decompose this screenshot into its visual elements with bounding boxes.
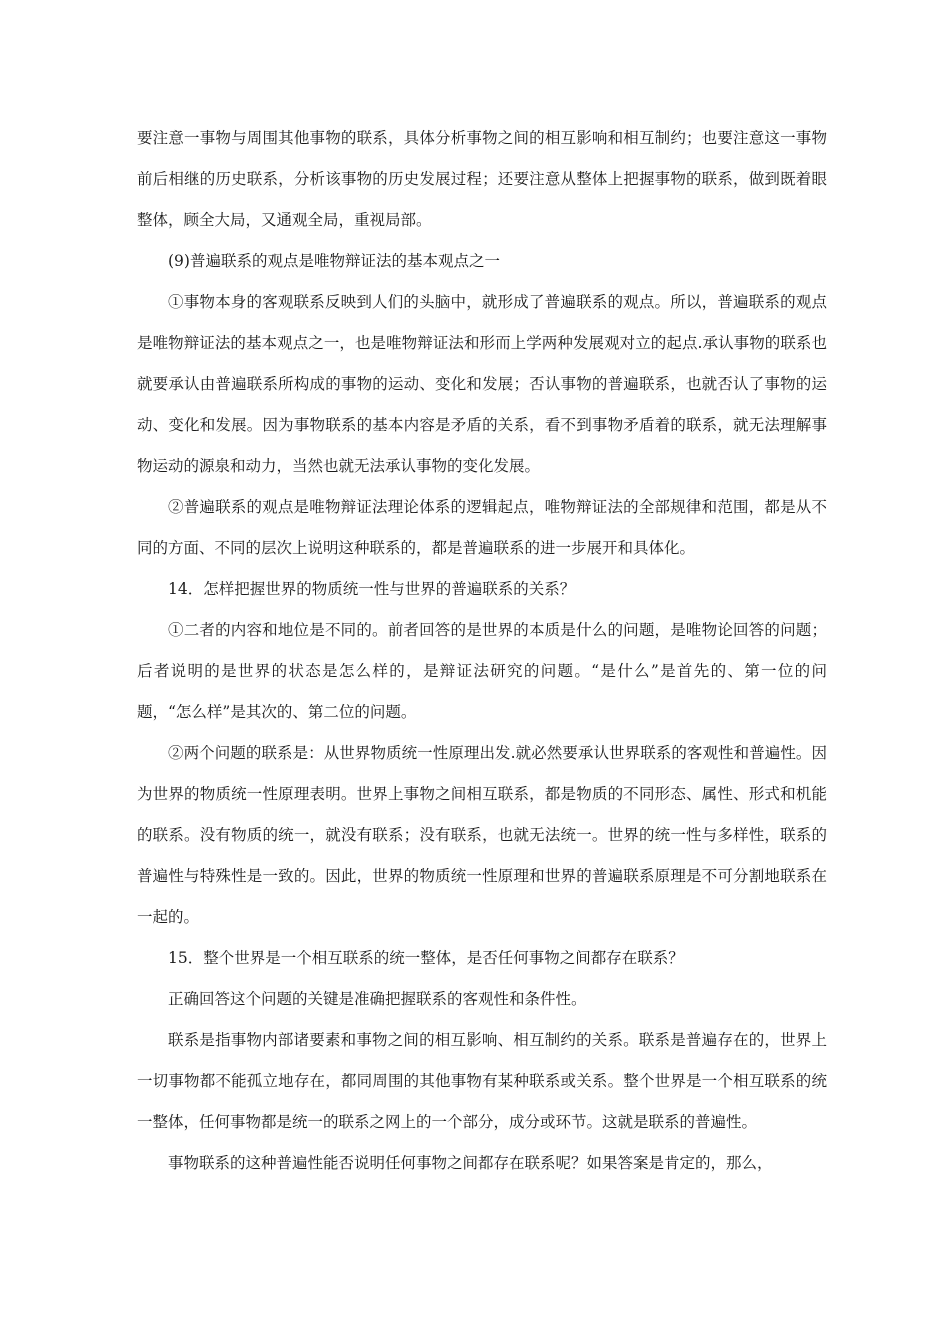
answer-15-question: 事物联系的这种普遍性能否说明任何事物之间都存在联系呢？如果答案是肯定的，那么， bbox=[168, 1154, 773, 1172]
question-15: 15．整个世界是一个相互联系的统一整体，是否任何事物之间都存在联系？ bbox=[168, 949, 684, 967]
answer-14-point-1: ①二者的内容和地位是不同的。前者回答的是世界的本质是什么的问题，是唯物论回答的问题；后者说明的是世界的状态是怎么样的，是辩证法研究的问题。“是什么”是首先的、第一位的问题，“怎么样”是其次的、第二位的问题。 bbox=[137, 621, 827, 721]
answer-14-point-2: ②两个问题的联系是：从世界物质统一性原理出发.就必然要承认世界联系的客观性和普遍性。因为世界的物质统一性原理表明。世界上事物之间相互联系，都是物质的不同形态、属性、形式和机能的联系。没有物质的统一，就没有联系；没有联系，也就无法统一。世界的统一性与多样性，联系的普遍性与特殊性是一致的。因此，世界的物质统一性原理和世界的普遍联系原理是不可分割地联系在一起的。 bbox=[137, 744, 827, 926]
question-14: 14．怎样把握世界的物质统一性与世界的普遍联系的关系？ bbox=[168, 580, 576, 598]
paragraph-heading-9: (9)普遍联系的观点是唯物辩证法的基本观点之一 bbox=[168, 252, 500, 270]
answer-15-key: 正确回答这个问题的关键是准确把握联系的客观性和条件性。 bbox=[168, 990, 587, 1008]
answer-15-definition: 联系是指事物内部诸要素和事物之间的相互影响、相互制约的关系。联系是普遍存在的，世界上一切事物都不能孤立地存在，都同周围的其他事物有某种联系或关系。整个世界是一个相互联系的统一整体，任何事物都是统一的联系之网上的一个部分，成分或环节。这就是联系的普遍性。 bbox=[137, 1031, 827, 1131]
document-body bbox=[137, 118, 827, 1184]
paragraph-point-1: ①事物本身的客观联系反映到人们的头脑中，就形成了普遍联系的观点。所以，普遍联系的观点是唯物辩证法的基本观点之一，也是唯物辩证法和形而上学两种发展观对立的起点.承认事物的联系也就要承认由普遍联系所构成的事物的运动、变化和发展；否认事物的普遍联系，也就否认了事物的运动、变化和发展。因为事物联系的基本内容是矛盾的关系，看不到事物矛盾着的联系，就无法理解事物运动的源泉和动力，当然也就无法承认事物的变化发展。 bbox=[137, 293, 827, 475]
paragraph-continuation: 要注意一事物与周围其他事物的联系，具体分析事物之间的相互影响和相互制约；也要注意这一事物前后相继的历史联系，分析该事物的历史发展过程；还要注意从整体上把握事物的联系，做到既着眼整体，顾全大局，又通观全局，重视局部。 bbox=[137, 129, 827, 229]
paragraph-point-2: ②普遍联系的观点是唯物辩证法理论体系的逻辑起点，唯物辩证法的全部规律和范围，都是从不同的方面、不同的层次上说明这种联系的，都是普遍联系的进一步展开和具体化。 bbox=[137, 498, 827, 557]
